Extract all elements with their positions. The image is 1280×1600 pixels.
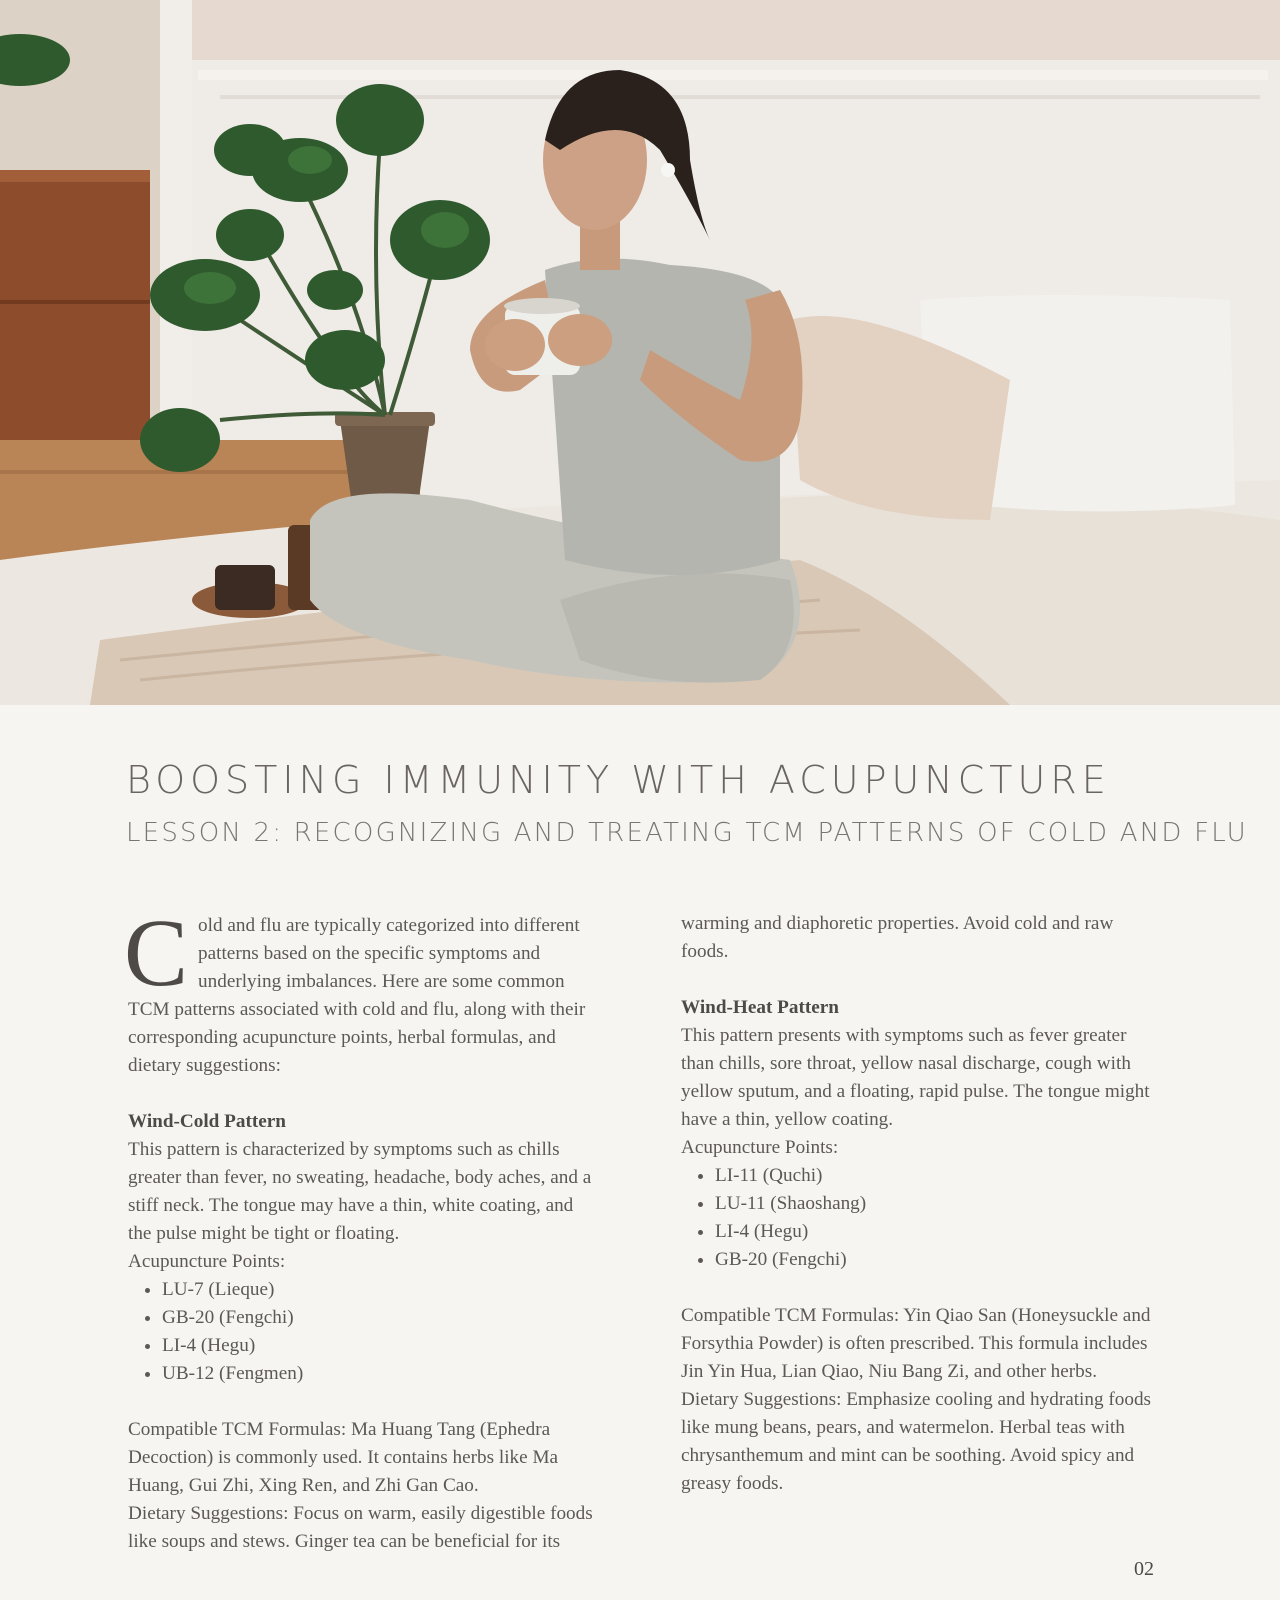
wind-cold-points-label: Acupuncture Points: bbox=[128, 1251, 286, 1272]
hero-illustration bbox=[0, 0, 1280, 705]
list-item: • LI-4 (Hegu) bbox=[715, 1218, 1151, 1246]
drop-cap: C bbox=[124, 899, 189, 1006]
wind-cold-formulas: Compatible TCM Formulas: Ma Huang Tang (Ephedra Decoction) is commonly used. It contains herbs like Ma Huang, Gui Zhi, Xing Ren, and Zhi Gan Cao. bbox=[128, 1419, 559, 1496]
list-item: • LI-11 (Quchi) bbox=[715, 1162, 1151, 1190]
wind-heat-formulas: Compatible TCM Formulas: Yin Qiao San (Honeysuckle and Forsythia Powder) is often prescribed. This formula includes Jin Yin Hua, Lian Qiao, Niu Bang Zi, and other herbs. bbox=[681, 1305, 1151, 1382]
intro-text: old and flu are typically categorized into different patterns based on the specific symptoms and underlying imbalances. Here are some common TCM patterns associated with cold and flu, along with their corresponding acupuncture points, herbal formulas, and dietary suggestions: bbox=[128, 915, 586, 1076]
wind-heat-heading: Wind-Heat Pattern bbox=[681, 997, 839, 1018]
wind-cold-heading: Wind-Cold Pattern bbox=[128, 1111, 286, 1132]
page-number: 02 bbox=[1134, 1558, 1154, 1580]
wind-cold-diet-continued: warming and diaphoretic properties. Avoid cold and raw foods. bbox=[681, 913, 1114, 962]
spacer bbox=[128, 1388, 598, 1416]
left-column bbox=[124, 899, 598, 1556]
list-item: • GB-20 (Fengchi) bbox=[715, 1246, 1151, 1274]
wind-heat-description: This pattern presents with symptoms such as fever greater than chills, sore throat, yellow nasal discharge, cough with yellow sputum, and a floating, rapid pulse. The tongue might have a thin, yellow coating. bbox=[681, 1025, 1150, 1130]
list-item: • LU-11 (Shaoshang) bbox=[715, 1190, 1151, 1218]
wind-heat-points-list bbox=[681, 1162, 1151, 1274]
list-item: • LU-7 (Lieque) bbox=[162, 1276, 598, 1304]
document-title: BOOSTING IMMUNITY WITH ACUPUNCTURE bbox=[126, 758, 1111, 802]
document-subtitle: LESSON 2: RECOGNIZING AND TREATING TCM PATTERNS OF COLD AND FLU bbox=[126, 818, 1248, 848]
spacer bbox=[681, 966, 1151, 994]
spacer bbox=[128, 1080, 598, 1108]
right-column bbox=[681, 910, 1151, 1498]
list-item: • UB-12 (Fengmen) bbox=[162, 1360, 598, 1388]
list-item: • LI-4 (Hegu) bbox=[162, 1332, 598, 1360]
intro-paragraph bbox=[124, 899, 598, 1080]
wind-cold-points-list bbox=[128, 1276, 598, 1388]
wind-cold-diet: Dietary Suggestions: Focus on warm, easily digestible foods like soups and stews. Ginger tea can be beneficial for its bbox=[128, 1503, 593, 1552]
wind-heat-diet: Dietary Suggestions: Emphasize cooling and hydrating foods like mung beans, pears, and watermelon. Herbal teas with chrysanthemum and mint can be soothing. Avoid spicy and greasy foods. bbox=[681, 1389, 1152, 1494]
list-item: • GB-20 (Fengchi) bbox=[162, 1304, 598, 1332]
hero-photo bbox=[0, 0, 1280, 705]
wind-cold-description: This pattern is characterized by symptoms such as chills greater than fever, no sweating, headache, body aches, and a stiff neck. The tongue may have a thin, white coating, and the pulse might be tight or floating. bbox=[128, 1139, 592, 1244]
spacer bbox=[681, 1274, 1151, 1302]
wind-heat-points-label: Acupuncture Points: bbox=[681, 1137, 839, 1158]
